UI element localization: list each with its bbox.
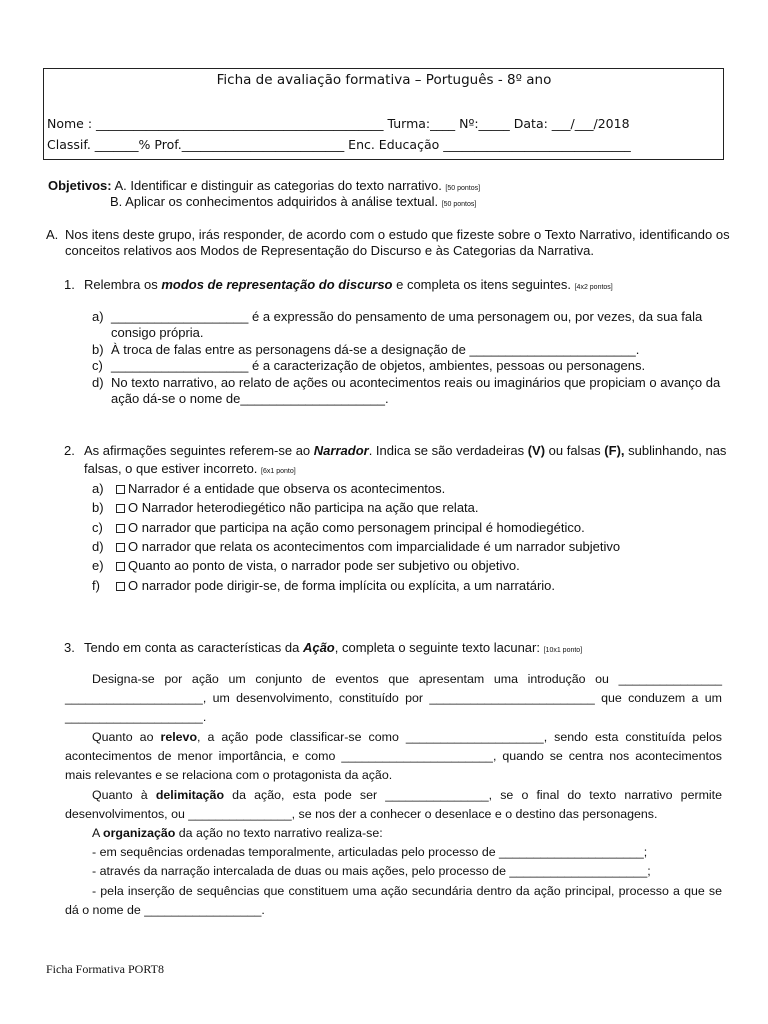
q3-suffix: , completa o seguinte texto lacunar: (334, 640, 544, 655)
q3-p4-organizacao: organização (103, 826, 176, 840)
checkbox-b[interactable] (116, 504, 125, 513)
q3-prefix: Tendo em conta as características da (84, 640, 303, 655)
q2-item-b (116, 500, 479, 515)
objectives-label: Objetivos: (48, 178, 112, 193)
q3-p4-line5: dá o nome de _________________. (65, 903, 265, 917)
q3-p2-a: Quanto ao (92, 730, 161, 744)
q2-prompt (84, 443, 726, 458)
objective-a-text: A. Identificar e distinguir as categorias do texto narrativo. (111, 178, 446, 193)
q3-emphasis: Ação (302, 640, 335, 655)
q2-true-marker: (V) (527, 443, 546, 458)
q3-number: 3. (64, 640, 75, 655)
q1-item-a-line1: ___________________ é a expressão do pensamento de uma personagem ou, por vezes, da sua fala (111, 309, 703, 324)
q2-item-c-label: c) (92, 520, 103, 535)
q2-item-e-text: Quanto ao ponto de vista, o narrador pode ser subjetivo ou objetivo. (128, 558, 520, 573)
q2-emphasis: Narrador (313, 443, 369, 458)
q2-item-a-label: a) (92, 481, 104, 496)
q2-item-d-label: d) (92, 539, 104, 554)
header-classification-line: Classif. _______% Prof.__________________________ Enc. Educação ______________________________ (47, 137, 631, 152)
objective-b-points: [50 pontos] (441, 201, 477, 208)
q2-item-f-label: f) (92, 578, 100, 593)
q2-item-f-text: O narrador pode dirigir-se, de forma implícita ou explícita, a um narratário. (128, 578, 556, 593)
q1-emphasis: modos de representação do discurso (161, 277, 393, 292)
q3-p2-line1 (92, 730, 722, 744)
objective-a (48, 178, 480, 193)
q2-line2-text: falsas, o que estiver incorreto. (84, 461, 262, 476)
q3-p2-c: , a ação pode classificar-se como ____________________, sendo esta constituída pelos (197, 730, 722, 744)
checkbox-c[interactable] (116, 524, 125, 533)
q3-p4-line2: - em sequências ordenadas temporalmente, articuladas pelo processo de _____________________; (92, 845, 648, 859)
q3-p3-a: Quanto à (92, 788, 156, 802)
objective-a-points: [50 pontos] (445, 185, 481, 192)
q3-p1-line2: ____________________, um desenvolvimento, constituído por ________________________ que conduzem a um (65, 691, 722, 705)
q1-prefix: Relembra os (84, 277, 162, 292)
q2-item-b-label: b) (92, 500, 104, 515)
q3-points: [10x1 ponto] (543, 647, 583, 654)
objective-b-text: B. Aplicar os conhecimentos adquiridos à análise textual. (110, 194, 442, 209)
q3-p4-a: A (92, 826, 104, 840)
q1-item-d-label: d) (92, 375, 104, 390)
q2-item-a-text: Narrador é a entidade que observa os acontecimentos. (128, 481, 446, 496)
q2-item-f (116, 578, 555, 593)
q1-item-a-label: a) (92, 309, 104, 324)
q2-item-d-text: O narrador que relata os acontecimentos com imparcialidade é um narrador subjetivo (128, 539, 621, 554)
q2-number: 2. (64, 443, 75, 458)
q3-p4-line3: - através da narração intercalada de duas ou mais ações, pelo processo de ____________________; (92, 864, 651, 878)
checkbox-f[interactable] (116, 582, 125, 591)
q2-item-c-text: O narrador que participa na ação como personagem principal é homodiegético. (128, 520, 585, 535)
group-a-line2: conceitos relativos aos Modos de Representação do Discurso e às Categorias da Narrativa. (65, 243, 594, 258)
q2-item-e-label: e) (92, 558, 104, 573)
q3-p4-line1 (92, 826, 383, 840)
q2-prompt-line2 (84, 461, 296, 476)
q1-item-b-line1: À troca de falas entre as personagens dá-se a designação de _______________________. (111, 342, 640, 357)
worksheet-title: Ficha de avaliação formativa – Português - 8º ano (216, 72, 552, 88)
q3-prompt (84, 640, 582, 655)
checkbox-d[interactable] (116, 543, 125, 552)
header-student-line: Nome : ______________________________________________ Turma:____ Nº:_____ Data: ___/___/2018 (47, 116, 630, 131)
page-footer: Ficha Formativa PORT8 (46, 962, 164, 976)
q2-or: ou falsas (545, 443, 605, 458)
q2-item-c (116, 520, 585, 535)
group-a-line1: Nos itens deste grupo, irás responder, de acordo com o estudo que fizeste sobre o Texto Narrativo, identificando os (65, 227, 730, 242)
q3-p3-c: da ação, esta pode ser _______________, se o final do texto narrativo permite (224, 788, 722, 802)
q2-item-e (116, 558, 520, 573)
q1-item-b-label: b) (92, 342, 104, 357)
objective-b (110, 194, 476, 209)
q1-suffix: e completa os itens seguintes. (392, 277, 575, 292)
q1-prompt (84, 277, 613, 292)
q3-p3-line1 (92, 788, 722, 802)
q1-item-d-line2: ação dá-se o nome de____________________. (111, 391, 389, 406)
q1-item-d-line1: No texto narrativo, ao relato de ações ou acontecimentos reais ou imaginários que propiciam o avanço da (111, 375, 721, 390)
q3-p4-c: da ação no texto narrativo realiza-se: (175, 826, 383, 840)
q3-p3-line2: desenvolvimentos, ou _______________, se nos der a conhecer o desenlace e o destino das personagens. (65, 807, 658, 821)
q3-p2-line3: mais relevantes e se relaciona com o protagonista da ação. (65, 768, 393, 782)
q3-p1-line3: ____________________. (65, 710, 207, 724)
q2-suffix: sublinhando, nas (624, 443, 727, 458)
checkbox-a[interactable] (116, 485, 125, 494)
q3-p3-delimitacao: delimitação (155, 788, 225, 802)
group-a-label: A. (46, 227, 59, 242)
q1-number: 1. (64, 277, 75, 292)
q1-points: [4x2 pontos] (574, 284, 613, 291)
q1-item-c-label: c) (92, 358, 103, 373)
q3-p1-line1: Designa-se por ação um conjunto de eventos que apresentam uma introdução ou _______________ (92, 672, 722, 686)
q1-item-c-line1: ___________________ é a caracterização de objetos, ambientes, pessoas ou personagens. (111, 358, 646, 373)
q2-prefix: As afirmações seguintes referem-se ao (84, 443, 314, 458)
checkbox-e[interactable] (116, 562, 125, 571)
q2-item-b-text: O Narrador heterodiegético não participa na ação que relata. (128, 500, 479, 515)
q2-middle: . Indica se são verdadeiras (368, 443, 528, 458)
q1-item-a-line2: consigo própria. (111, 325, 204, 340)
q2-false-marker: (F), (604, 443, 625, 458)
q2-item-d (116, 539, 620, 554)
q3-p2-relevo: relevo (160, 730, 198, 744)
q3-p4-line4: - pela inserção de sequências que constituem uma ação secundária dentro da ação principal, processo a que se (92, 884, 722, 898)
q2-item-a (116, 481, 445, 496)
q2-points: [6x1 ponto] (261, 468, 296, 475)
q3-p2-line2: acontecimentos de menor importância, e como ______________________, quando se centra nos acontecimentos (65, 749, 722, 763)
